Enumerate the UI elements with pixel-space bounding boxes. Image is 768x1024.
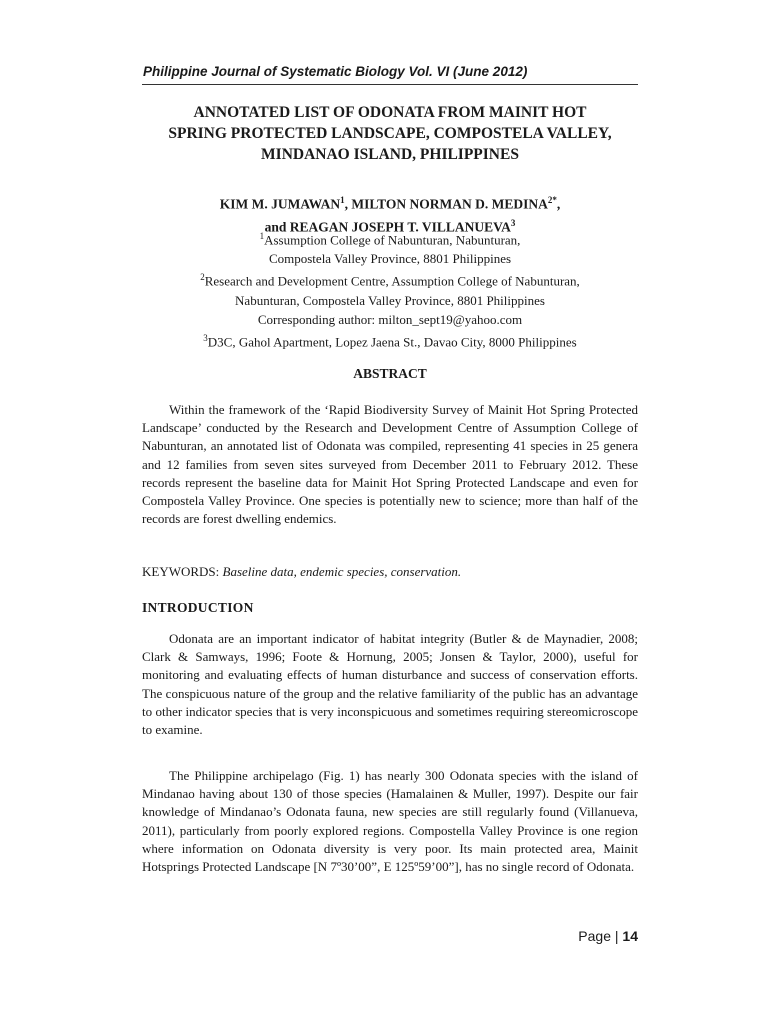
affil-mark: 2 (200, 272, 205, 283)
affiliation-line: Compostela Valley Province, 8801 Philippines (268, 251, 512, 267)
title-line: SPRING PROTECTED LANDSCAPE, COMPOSTELA VALLEY, (168, 125, 612, 142)
affiliation-text: D3C, Gahol Apartment, Lopez Jaena St., Davao City, 8000 Philippines (207, 333, 577, 349)
affiliations (142, 227, 638, 351)
author-name: REAGAN JOSEPH T. VILLANUEVA (289, 219, 511, 234)
author-conjunction: and (264, 219, 290, 234)
journal-header: Philippine Journal of Systematic Biology Vol. VI (June 2012) (143, 64, 528, 79)
author-separator: , (344, 196, 352, 212)
corresponding-author: Corresponding author: milton_sept19@yahoo.com (257, 311, 523, 327)
author-affil-mark: 2* (547, 195, 557, 205)
keywords (142, 564, 638, 580)
introduction-paragraph: The Philippine archipelago (Fig. 1) has nearly 300 Odonata species with the island of Mindanao having about 130 of those species (Hamalainen & Muller, 1997). Despite our fair knowledge of Mindanao’s Odonata fauna, new species are still regularly found (Villanueva, 2011), particularly from poorly explored regions. Compostella Valley Province is one region where information on Odonata diversity is very poor. Its main protected area, Mainit Hotsprings Protected Landscape [N 7º30’00”, E 125º59’00”], has no single record of Odonata. (142, 768, 638, 875)
affiliation-line (142, 329, 638, 351)
affil-mark: 3 (203, 332, 208, 343)
header-rule (142, 84, 638, 85)
introduction-paragraph: Odonata are an important indicator of habitat integrity (Butler & de Maynadier, 2008; Clark & Samways, 1996; Foote & Hornung, 2005; Jonsen & Taylor, 2000), useful for monitoring and evaluating effects of human disturbance and success of conservation efforts. The conspicuous nature of the group and the relative familiarity of the public has an advantage to other indicator species that is very inconspicuous and sometimes requiring stereomicroscope to examine. (142, 631, 638, 738)
title-line: ANNOTATED LIST OF ODONATA FROM MAINIT HOT (193, 104, 587, 121)
keywords-label: KEYWORDS: (142, 564, 223, 579)
abstract-body: Within the framework of the ‘Rapid Biodiversity Survey of Mainit Hot Spring Protected Landscape’ conducted by the Research and Development Centre of Assumption College of Nabunturan, an annotated list of Odonata was compiled, representing 41 species in 25 genera and 12 families from seven sites surveyed from December 2011 to February 2012. These records represent the baseline data for Mainit Hot Spring Protected Landscape and even for Compostela Valley Province. One species is potentially new to science; more than half of the records are forest dwelling endemics. (142, 402, 638, 527)
author-affil-mark: 3 (510, 217, 516, 228)
author-name: MILTON NORMAN D. MEDINA (351, 196, 548, 212)
page-number (578, 928, 638, 944)
author-affil-mark: 1 (340, 195, 345, 205)
abstract-heading: ABSTRACT (353, 366, 427, 381)
author-separator: , (556, 196, 561, 212)
page-label: Page | (578, 928, 623, 944)
affil-mark: 1 (259, 231, 265, 241)
keywords-terms: Baseline data, endemic species, conservation. (222, 564, 462, 579)
title-line: MINDANAO ISLAND, PHILIPPINES (261, 146, 519, 163)
affiliation-line (142, 268, 638, 290)
author-name: KIM M. JUMAWAN (219, 196, 341, 212)
introduction-heading: INTRODUCTION (142, 600, 254, 615)
paper-title (142, 102, 638, 165)
affiliation-text: Research and Development Centre, Assumption College of Nabunturan, (204, 273, 580, 289)
affiliation-line: Nabunturan, Compostela Valley Province, 8801 Philippines (235, 292, 545, 308)
affiliation-text: Assumption College of Nabunturan, Nabunturan, (264, 232, 521, 248)
page-number-value: 14 (622, 928, 638, 944)
author-line (142, 191, 638, 214)
affiliation-line (142, 227, 638, 249)
